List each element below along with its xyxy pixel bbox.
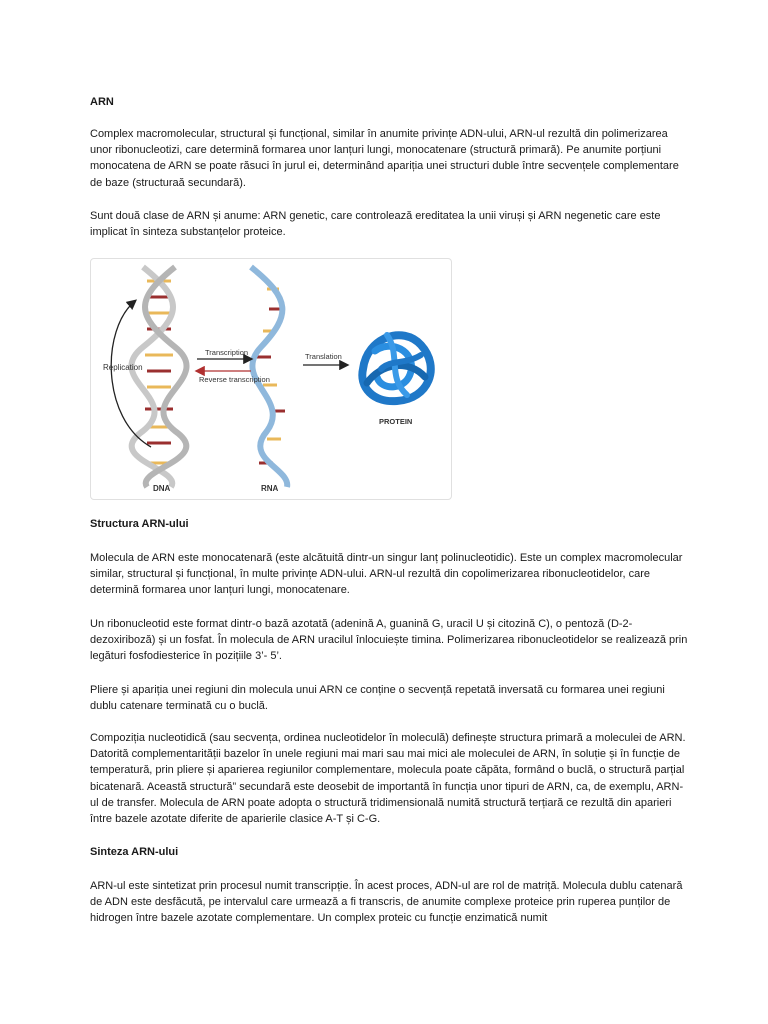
- heading-arn: ARN: [90, 96, 114, 108]
- label-translation: Translation: [305, 352, 342, 361]
- paragraph-synthesis: ARN-ul este sintetizat prin procesul numit transcripție. În acest proces, ADN-ul are rol de matriță. Molecula dublu catenară de ADN este desfăcută, pe intervalul care urmează a fi transcris, de anumite complexe proteice prin ruperea punților de hidrogen între bazele azotate complementare. Un complex proteic cu funcție enzimatică numit: [90, 880, 683, 925]
- label-protein: PROTEIN: [379, 417, 413, 426]
- dna-helix: [131, 267, 186, 487]
- protein-structure: [362, 335, 430, 401]
- paragraph-intro: Complex macromolecular, structural și funcțional, similar în anumite privințe ADN-ului, ARN-ul rezultă din polimerizarea unor ribonucleotizi, care determină formarea unor lanțuri lungi, monocatenare (structură primară). Pe anumite porțiuni monocatena de ARN se poate răsuci în jurul ei, determinând apariția unei structuri duble între secvențele complementare de baze (structuraă secundară).: [90, 128, 679, 189]
- label-transcription: Transcription: [205, 348, 249, 357]
- paragraph-classes: Sunt două clase de ARN și anume: ARN genetic, care controlează ereditatea la unii viruși și ARN negenetic care este implicat în sinteza substanțelor proteice.: [90, 210, 661, 239]
- paragraph-structure-1: Molecula de ARN este monocatenară (este alcătuită dintr-un singur lanț polinucleotidic). Este un complex macromolecular similar, structural și funcțional, în multe privințe ADN-ului. ARN-ul rezultă din copolimerizarea ribonucleotidelor, care determină formarea unor lanțuri lungi, monocatenare.: [90, 552, 683, 597]
- paragraph-structure-3: Pliere și apariția unei regiuni din molecula unui ARN ce conține o secvență repetată inversată cu formarea unei regiuni dublu catenare terminată cu o buclă.: [90, 684, 665, 713]
- label-rna: RNA: [261, 484, 279, 493]
- paragraph-structure-2: Un ribonucleotid este format dintr-o bază azotată (adenină A, guanină G, uracil U și citozină C), o pentoză (D-2-dezoxiriboză) și un fosfat. În molecula de ARN uracilul înlocuiește timina. Polimerizarea ribonucleotidelor se realizează prin legături fosfodiesterice în pozițiile 3’- 5’.: [90, 618, 688, 663]
- label-reverse-transcription: Reverse transcription: [199, 375, 270, 384]
- dna-rna-protein-figure: [90, 258, 452, 500]
- figure-svg: [91, 259, 451, 499]
- label-dna: DNA: [153, 484, 171, 493]
- label-replication: Replication: [103, 363, 143, 372]
- paragraph-structure-4: Compoziția nucleotidică (sau secvența, ordinea nucleotidelor în moleculă) definește structura primară a moleculei de ARN. Datorită complementarității bazelor în unele regiuni mai mari sau mai mici ale moleculei de ARN, în soluție și în funcție de temperatură, prin pliere și aparierea regiunilor complementare, molecula poate căpăta, formând o buclă, o structură parțial bicatenară. Această structură” secundară este deosebit de importantă în funcția unor tipuri de ARN, ca, de exemplu, ARN-ul de transfer. Molecula de ARN poate adopta o structură tridimensională numită structură terțiară ce rezultă din aparieri între bazele azotate diferite de aparierile clasice A-T și C-G.: [90, 732, 686, 826]
- heading-synthesis: Sinteza ARN-ului: [90, 846, 179, 858]
- heading-structure: Structura ARN-ului: [90, 518, 189, 530]
